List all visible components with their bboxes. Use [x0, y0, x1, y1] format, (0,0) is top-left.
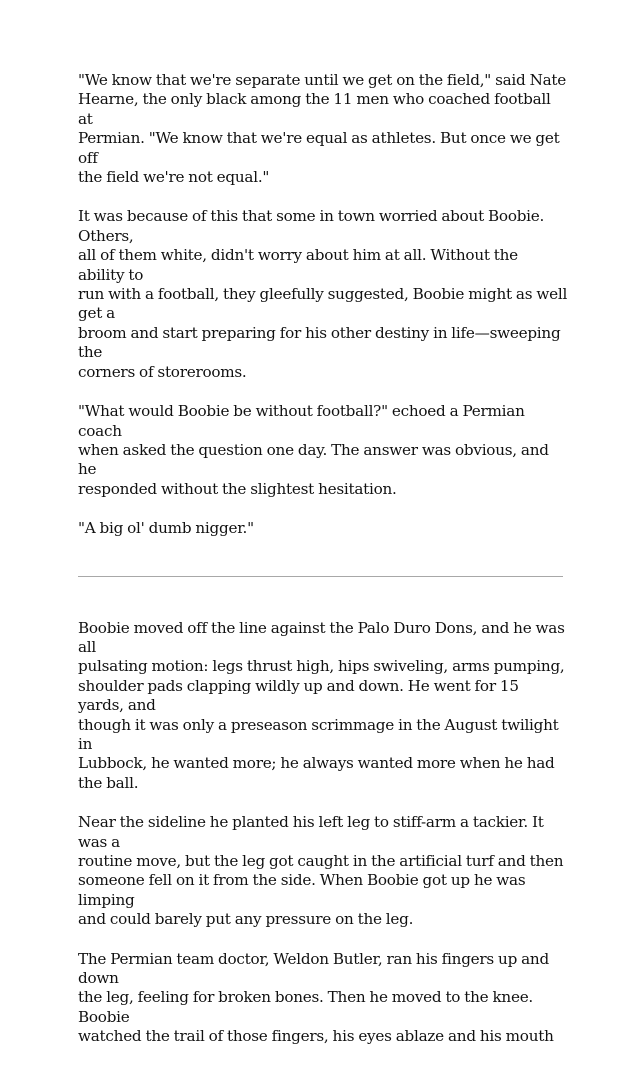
section-divider	[78, 576, 563, 577]
paragraph-coach-answer: "A big ol' dumb nigger."	[78, 519, 254, 538]
paragraph-leg-injury: Near the sideline he planted his left leg to stiff-arm a tackier. It was a routine move, but the leg got caught in the artificial turf and then someone fell on it from the side. When Boobie got up he was limping and could barely put any pressure on the leg.	[78, 813, 564, 929]
paragraph-town-worried: It was because of this that some in town worried about Boobie. Others, all of them white, didn't worry about him at all. Without the ability to run with a football, they gleefully suggested, Boobie might as well get a broom and start preparing for his other destiny in life—sweeping the corners of storerooms.	[78, 207, 568, 381]
document-page	[78, 71, 568, 1067]
paragraph-coach-question: "What would Boobie be without football?" echoed a Permian coach when asked the question one day. The answer was obvious, and he responded without the slightest hesitation.	[78, 402, 549, 498]
paragraph-team-doctor: The Permian team doctor, Weldon Butler, ran his fingers up and down the leg, feeling for broken bones. Then he moved to the knee. Boobie watched the trail of those fingers, his eyes ablaze and his mouth	[78, 949, 554, 1046]
paragraph-hearne-quote: "We know that we're separate until we get on the field," said Nate Hearne, the only black among the 11 men who coached football at Permian. "We know that we're equal as athletes. But once we get off the field we're not equal."	[78, 71, 567, 187]
section-two	[78, 619, 568, 1047]
section-one	[78, 71, 568, 539]
paragraph-palo-duro-run: Boobie moved off the line against the Palo Duro Dons, and he was all pulsating motion: legs thrust high, hips swiveling, arms pumping, shoulder pads clapping wildly up and down. He went for 15 yards, and though it was only a preseason scrimmage in the August twilight in Lubbock, he wanted more; he always wanted more when he had the ball.	[78, 618, 565, 792]
